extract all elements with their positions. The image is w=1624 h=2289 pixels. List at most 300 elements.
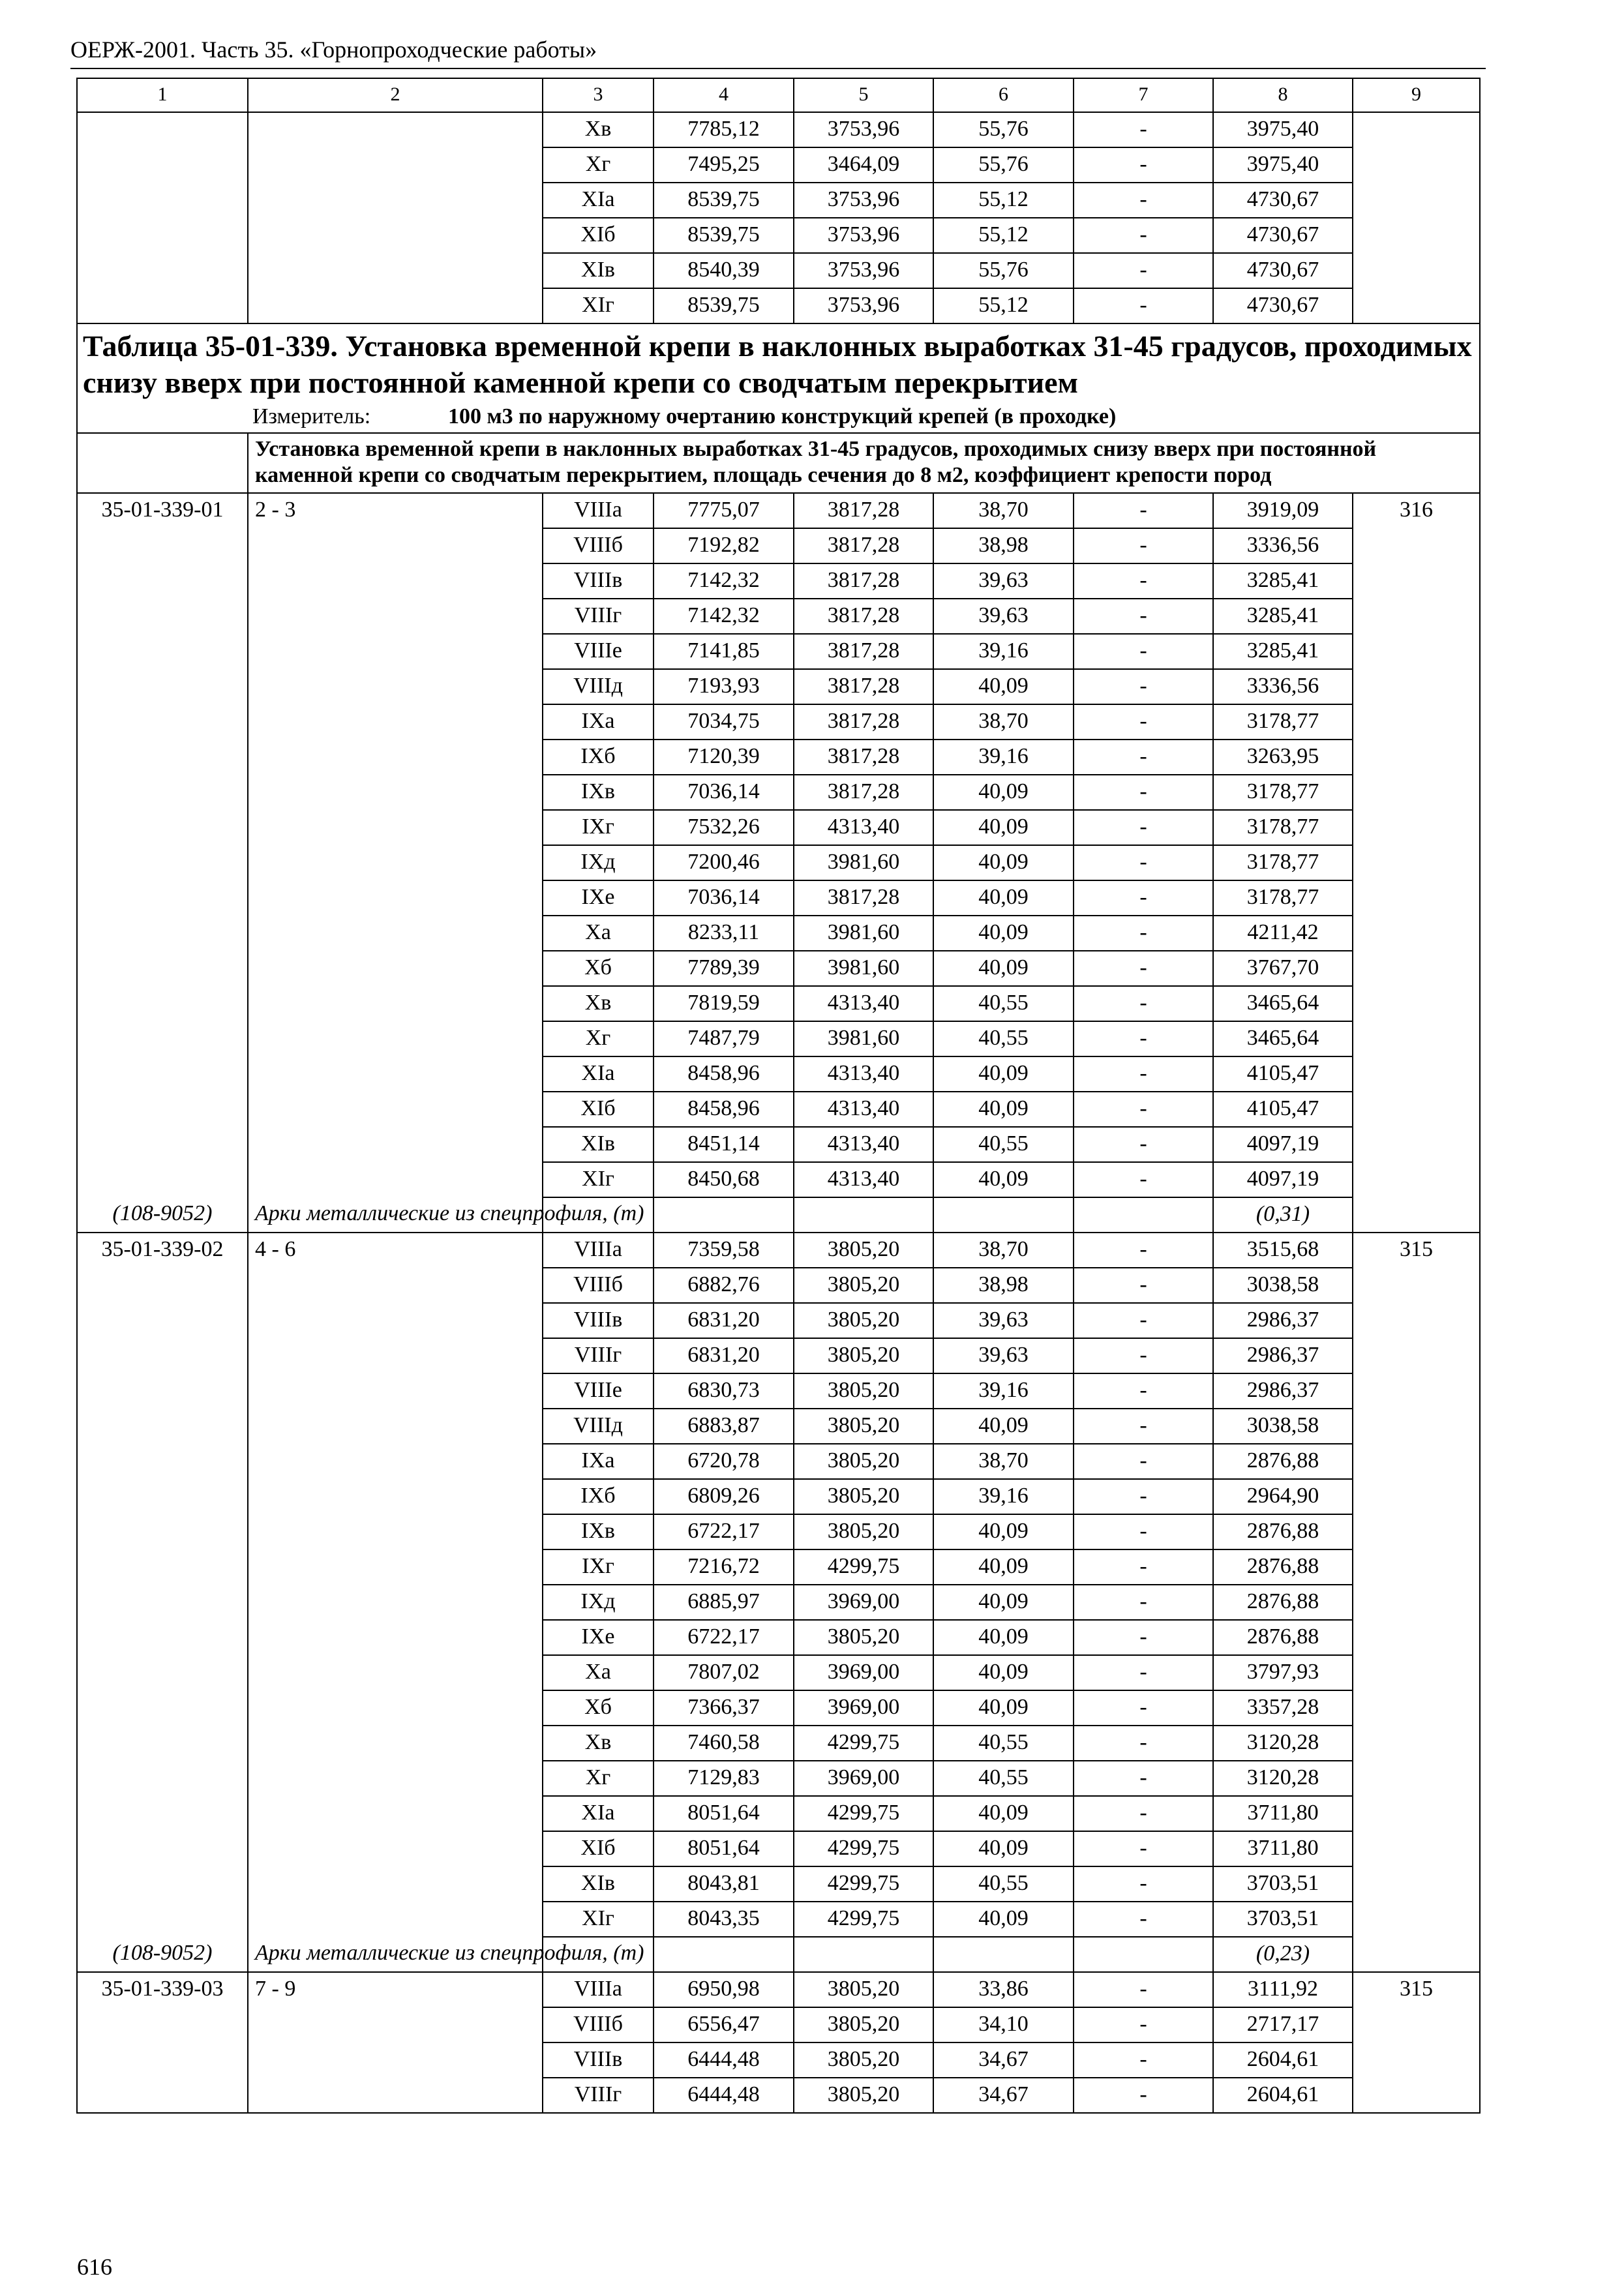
worktype-cell: IXе — [543, 1620, 654, 1655]
code-cell — [77, 1902, 248, 1937]
table-row — [77, 599, 1480, 634]
machines-cell: 55,12 — [933, 288, 1074, 323]
worktype-cell: XIг — [543, 288, 654, 323]
range-cell — [248, 1338, 543, 1373]
total-cost-cell: 6444,48 — [654, 2042, 794, 2078]
drivers-wages-cell: - — [1074, 1162, 1213, 1197]
page-number: 616 — [77, 2254, 112, 2280]
table-row — [77, 775, 1480, 810]
wages-cell: 4299,75 — [794, 1549, 933, 1585]
code-cell — [77, 951, 248, 986]
range-cell — [248, 1655, 543, 1690]
meter-value: 100 м3 по наружному очертанию конструкций крепей (в проходке) — [448, 404, 1117, 428]
wages-cell: 3805,20 — [794, 1268, 933, 1303]
col9-cell — [1353, 986, 1480, 1021]
code-cell — [77, 1831, 248, 1866]
materials-cell: 3178,77 — [1213, 810, 1353, 845]
range-cell — [248, 1373, 543, 1409]
drivers-wages-cell: - — [1074, 1056, 1213, 1092]
col9-cell — [1353, 1866, 1480, 1902]
drivers-wages-cell: - — [1074, 112, 1213, 147]
col9-cell — [1353, 1162, 1480, 1197]
code-cell: 35-01-339-03 — [77, 1972, 248, 2007]
table-row — [77, 669, 1480, 704]
col9-cell — [1353, 775, 1480, 810]
range-cell — [248, 1162, 543, 1197]
range-cell — [248, 1409, 543, 1444]
table-row — [77, 880, 1480, 916]
total-cost-cell: 6722,17 — [654, 1514, 794, 1549]
total-cost-cell: 7460,58 — [654, 1726, 794, 1761]
note-empty-cell — [933, 1937, 1074, 1972]
column-number: 3 — [543, 78, 654, 112]
materials-cell: 3711,80 — [1213, 1831, 1353, 1866]
table-row — [77, 1761, 1480, 1796]
meter-label: Измеритель: — [252, 404, 371, 428]
total-cost-cell: 8450,68 — [654, 1162, 794, 1197]
code-cell — [77, 1373, 248, 1409]
drivers-wages-cell: - — [1074, 1444, 1213, 1479]
table-row — [77, 704, 1480, 740]
machines-cell: 40,09 — [933, 810, 1074, 845]
worktype-cell: Xг — [543, 1021, 654, 1056]
materials-cell: 2604,61 — [1213, 2042, 1353, 2078]
drivers-wages-cell: - — [1074, 775, 1213, 810]
material-name-cell: Арки металлические из спецпрофиля, (т) — [248, 1937, 543, 1972]
materials-cell: 4105,47 — [1213, 1092, 1353, 1127]
col9-cell — [1353, 1479, 1480, 1514]
wages-cell: 3805,20 — [794, 1972, 933, 2007]
materials-cell: 3767,70 — [1213, 951, 1353, 986]
wages-cell: 4299,75 — [794, 1866, 933, 1902]
code-cell — [77, 669, 248, 704]
machines-cell: 38,70 — [933, 1444, 1074, 1479]
machines-cell: 40,09 — [933, 1902, 1074, 1937]
materials-cell: 3285,41 — [1213, 634, 1353, 669]
wages-cell: 3805,20 — [794, 1233, 933, 1268]
total-cost-cell: 7775,07 — [654, 493, 794, 528]
code-cell — [77, 1726, 248, 1761]
range-cell — [248, 1303, 543, 1338]
page-header: ОЕРЖ-2001. Часть 35. «Горнопроходческие работы» — [70, 38, 1486, 69]
range-cell — [248, 1127, 543, 1162]
col9-cell — [1353, 1021, 1480, 1056]
materials-cell: 3975,40 — [1213, 147, 1353, 183]
material-code-cell: (108-9052) — [77, 1197, 248, 1233]
code-cell — [77, 1127, 248, 1162]
range-cell — [248, 1479, 543, 1514]
code-cell — [77, 1162, 248, 1197]
drivers-wages-cell: - — [1074, 1549, 1213, 1585]
col9-cell — [1353, 1514, 1480, 1549]
worktype-cell: IXе — [543, 880, 654, 916]
drivers-wages-cell: - — [1074, 2007, 1213, 2042]
col9-cell — [1353, 1726, 1480, 1761]
range-cell — [248, 951, 543, 986]
total-cost-cell: 8233,11 — [654, 916, 794, 951]
column-number: 5 — [794, 78, 933, 112]
drivers-wages-cell: - — [1074, 1514, 1213, 1549]
worktype-cell: Xв — [543, 986, 654, 1021]
worktype-cell: VIIIа — [543, 1972, 654, 2007]
table-row — [77, 916, 1480, 951]
worktype-cell: VIIIд — [543, 1409, 654, 1444]
materials-cell: 3178,77 — [1213, 880, 1353, 916]
machines-cell: 33,86 — [933, 1972, 1074, 2007]
worktype-cell: XIв — [543, 1127, 654, 1162]
total-cost-cell: 7216,72 — [654, 1549, 794, 1585]
wages-cell: 3981,60 — [794, 916, 933, 951]
description-cell — [248, 433, 1480, 493]
code-cell — [77, 563, 248, 599]
drivers-wages-cell: - — [1074, 1831, 1213, 1866]
range-cell — [248, 1761, 543, 1796]
table-row — [77, 1620, 1480, 1655]
materials-cell: 3465,64 — [1213, 986, 1353, 1021]
worktype-cell: VIIIа — [543, 1233, 654, 1268]
col9-cell — [1353, 1303, 1480, 1338]
column-number: 1 — [77, 78, 248, 112]
table-row — [77, 1338, 1480, 1373]
worktype-cell: VIIIе — [543, 634, 654, 669]
range-cell — [248, 880, 543, 916]
col9-cell — [1353, 2042, 1480, 2078]
table-row — [77, 1444, 1480, 1479]
column-number: 6 — [933, 78, 1074, 112]
materials-cell: 3263,95 — [1213, 740, 1353, 775]
drivers-wages-cell: - — [1074, 288, 1213, 323]
col9-cell — [1353, 1796, 1480, 1831]
drivers-wages-cell: - — [1074, 880, 1213, 916]
materials-cell: 3336,56 — [1213, 669, 1353, 704]
worktype-cell: VIIIа — [543, 493, 654, 528]
note-empty-cell — [794, 1197, 933, 1233]
machines-cell: 34,10 — [933, 2007, 1074, 2042]
range-cell — [248, 2078, 543, 2113]
total-cost-cell: 8051,64 — [654, 1796, 794, 1831]
drivers-wages-cell: - — [1074, 1902, 1213, 1937]
col9-cell — [1353, 1409, 1480, 1444]
section-description: Установка временной крепи в наклонных выработках 31-45 градусов, проходимых снизу вверх при постоянной каменной крепи со сводчатым перекрытием, площадь сечения до 8 м2, коэффициент крепости пород — [255, 437, 1377, 487]
wages-cell: 4313,40 — [794, 1162, 933, 1197]
total-cost-cell: 7359,58 — [654, 1233, 794, 1268]
material-code-cell: (108-9052) — [77, 1937, 248, 1972]
table-row — [77, 1655, 1480, 1690]
table-row — [77, 1373, 1480, 1409]
wages-cell: 4299,75 — [794, 1796, 933, 1831]
wages-cell: 3805,20 — [794, 1620, 933, 1655]
wages-cell: 3817,28 — [794, 493, 933, 528]
machines-cell: 40,09 — [933, 1162, 1074, 1197]
machines-cell: 40,55 — [933, 1726, 1074, 1761]
materials-cell: 2717,17 — [1213, 2007, 1353, 2042]
worktype-cell: VIIIв — [543, 563, 654, 599]
total-cost-cell: 7192,82 — [654, 528, 794, 563]
total-cost-cell: 6720,78 — [654, 1444, 794, 1479]
machines-cell: 38,98 — [933, 1268, 1074, 1303]
code-cell — [77, 2042, 248, 2078]
wages-cell: 3969,00 — [794, 1690, 933, 1726]
total-cost-cell: 6830,73 — [654, 1373, 794, 1409]
drivers-wages-cell: - — [1074, 1303, 1213, 1338]
range-cell — [248, 810, 543, 845]
worktype-cell: Xг — [543, 1761, 654, 1796]
col9-cell: 316 — [1353, 493, 1480, 528]
machines-cell: 39,63 — [933, 599, 1074, 634]
total-cost-cell: 7532,26 — [654, 810, 794, 845]
total-cost-cell: 7487,79 — [654, 1021, 794, 1056]
machines-cell: 40,09 — [933, 1514, 1074, 1549]
wages-cell: 4299,75 — [794, 1902, 933, 1937]
materials-cell: 3919,09 — [1213, 493, 1353, 528]
range-cell — [248, 1268, 543, 1303]
materials-cell: 3703,51 — [1213, 1902, 1353, 1937]
table-row — [77, 1549, 1480, 1585]
worktype-cell: XIг — [543, 1162, 654, 1197]
table-row — [77, 1585, 1480, 1620]
col9-cell: 315 — [1353, 1233, 1480, 1268]
code-cell — [77, 1655, 248, 1690]
materials-cell: 3038,58 — [1213, 1268, 1353, 1303]
wages-cell: 3969,00 — [794, 1655, 933, 1690]
machines-cell: 40,09 — [933, 1620, 1074, 1655]
table-row — [77, 2078, 1480, 2113]
total-cost-cell: 8540,39 — [654, 253, 794, 288]
table-row — [77, 1796, 1480, 1831]
range-cell — [248, 1620, 543, 1655]
meter-line — [82, 404, 1475, 432]
col9-cell — [1353, 1373, 1480, 1409]
table-row — [77, 1902, 1480, 1937]
code-cell — [77, 1303, 248, 1338]
table-row — [77, 986, 1480, 1021]
machines-cell: 38,98 — [933, 528, 1074, 563]
drivers-wages-cell: - — [1074, 1479, 1213, 1514]
materials-cell: 2876,88 — [1213, 1620, 1353, 1655]
col9-cell — [1353, 1127, 1480, 1162]
range-cell — [248, 2042, 543, 2078]
worktype-cell: Xв — [543, 1726, 654, 1761]
col9-cell — [1353, 1056, 1480, 1092]
code-cell — [77, 1338, 248, 1373]
machines-cell: 55,76 — [933, 253, 1074, 288]
drivers-wages-cell: - — [1074, 563, 1213, 599]
col9-cell — [1353, 1338, 1480, 1373]
worktype-cell: Xг — [543, 147, 654, 183]
material-note-row — [77, 1937, 1480, 1972]
materials-cell: 4105,47 — [1213, 1056, 1353, 1092]
material-value-cell: (0,23) — [1213, 1937, 1353, 1972]
note-empty-cell — [794, 1937, 933, 1972]
worktype-cell: IXд — [543, 845, 654, 880]
column-number: 4 — [654, 78, 794, 112]
table-row — [77, 1514, 1480, 1549]
materials-cell: 2604,61 — [1213, 2078, 1353, 2113]
materials-cell: 2986,37 — [1213, 1373, 1353, 1409]
total-cost-cell: 8043,35 — [654, 1902, 794, 1937]
range-cell — [248, 634, 543, 669]
col9-cell — [1353, 669, 1480, 704]
range-cell — [248, 1092, 543, 1127]
col9-cell — [1353, 916, 1480, 951]
range-cell — [248, 1514, 543, 1549]
total-cost-cell: 6885,97 — [654, 1585, 794, 1620]
range-cell — [248, 1726, 543, 1761]
total-cost-cell: 6722,17 — [654, 1620, 794, 1655]
range-cell — [248, 916, 543, 951]
worktype-cell: Xб — [543, 951, 654, 986]
machines-cell: 55,76 — [933, 112, 1074, 147]
materials-cell: 3357,28 — [1213, 1690, 1353, 1726]
total-cost-cell: 6809,26 — [654, 1479, 794, 1514]
range-cell — [248, 986, 543, 1021]
worktype-cell: IXа — [543, 704, 654, 740]
worktype-cell: XIв — [543, 1866, 654, 1902]
drivers-wages-cell: - — [1074, 1338, 1213, 1373]
drivers-wages-cell: - — [1074, 2042, 1213, 2078]
code-cell — [77, 1796, 248, 1831]
drivers-wages-cell: - — [1074, 669, 1213, 704]
total-cost-cell: 7366,37 — [654, 1690, 794, 1726]
materials-cell: 4730,67 — [1213, 253, 1353, 288]
column-number: 9 — [1353, 78, 1480, 112]
table-row — [77, 1866, 1480, 1902]
machines-cell: 39,16 — [933, 740, 1074, 775]
drivers-wages-cell: - — [1074, 1021, 1213, 1056]
machines-cell: 40,09 — [933, 1831, 1074, 1866]
materials-cell: 4211,42 — [1213, 916, 1353, 951]
materials-cell: 4730,67 — [1213, 288, 1353, 323]
col9-cell — [1353, 1268, 1480, 1303]
machines-cell: 40,09 — [933, 1056, 1074, 1092]
code-cell — [77, 1620, 248, 1655]
machines-cell: 34,67 — [933, 2042, 1074, 2078]
drivers-wages-cell: - — [1074, 704, 1213, 740]
wages-cell: 4313,40 — [794, 986, 933, 1021]
drivers-wages-cell: - — [1074, 528, 1213, 563]
col9-cell — [1353, 1831, 1480, 1866]
code-cell — [77, 2078, 248, 2113]
worktype-cell: IXб — [543, 740, 654, 775]
worktype-cell: IXг — [543, 810, 654, 845]
drivers-wages-cell: - — [1074, 1373, 1213, 1409]
worktype-cell: VIIIб — [543, 528, 654, 563]
wages-cell: 3981,60 — [794, 1021, 933, 1056]
total-cost-cell: 8051,64 — [654, 1831, 794, 1866]
drivers-wages-cell: - — [1074, 1972, 1213, 2007]
total-cost-cell: 7142,32 — [654, 599, 794, 634]
total-cost-cell: 8458,96 — [654, 1092, 794, 1127]
machines-cell: 40,55 — [933, 1021, 1074, 1056]
materials-cell: 3515,68 — [1213, 1233, 1353, 1268]
drivers-wages-cell: - — [1074, 1655, 1213, 1690]
total-cost-cell: 7789,39 — [654, 951, 794, 986]
materials-cell: 3120,28 — [1213, 1726, 1353, 1761]
code-cell — [77, 880, 248, 916]
table-row — [77, 1056, 1480, 1092]
worktype-cell: VIIIб — [543, 2007, 654, 2042]
drivers-wages-cell: - — [1074, 951, 1213, 986]
table-row — [77, 1479, 1480, 1514]
total-cost-cell: 7495,25 — [654, 147, 794, 183]
machines-cell: 34,67 — [933, 2078, 1074, 2113]
col9-cell — [1353, 1444, 1480, 1479]
code-cell — [77, 986, 248, 1021]
code-cell — [77, 1866, 248, 1902]
drivers-wages-cell: - — [1074, 1620, 1213, 1655]
materials-cell: 3120,28 — [1213, 1761, 1353, 1796]
table-row — [77, 493, 1480, 528]
wages-cell: 3817,28 — [794, 634, 933, 669]
drivers-wages-cell: - — [1074, 147, 1213, 183]
total-cost-cell: 6831,20 — [654, 1338, 794, 1373]
range-cell — [248, 1902, 543, 1937]
wages-cell: 4313,40 — [794, 810, 933, 845]
table-row — [77, 1409, 1480, 1444]
wages-cell: 3805,20 — [794, 1338, 933, 1373]
drivers-wages-cell: - — [1074, 740, 1213, 775]
code-cell — [77, 775, 248, 810]
worktype-cell: IXа — [543, 1444, 654, 1479]
table-row — [77, 2042, 1480, 2078]
machines-cell: 40,09 — [933, 1092, 1074, 1127]
wages-cell: 3805,20 — [794, 2078, 933, 2113]
materials-cell: 3285,41 — [1213, 563, 1353, 599]
wages-cell: 3981,60 — [794, 951, 933, 986]
worktype-cell: IXв — [543, 1514, 654, 1549]
col9-cell — [1353, 810, 1480, 845]
col9-cell — [1353, 1620, 1480, 1655]
col9-cell — [1353, 634, 1480, 669]
machines-cell: 39,16 — [933, 1479, 1074, 1514]
drivers-wages-cell: - — [1074, 986, 1213, 1021]
materials-cell: 2876,88 — [1213, 1549, 1353, 1585]
wages-cell: 4313,40 — [794, 1127, 933, 1162]
range-cell — [248, 1021, 543, 1056]
range-cell — [248, 704, 543, 740]
wages-cell: 3817,28 — [794, 599, 933, 634]
machines-cell: 55,12 — [933, 218, 1074, 253]
drivers-wages-cell: - — [1074, 493, 1213, 528]
wages-cell: 3805,20 — [794, 1373, 933, 1409]
worktype-cell: IXб — [543, 1479, 654, 1514]
col9-cell — [1353, 1549, 1480, 1585]
range-cell — [248, 1831, 543, 1866]
table-row — [77, 2007, 1480, 2042]
wages-cell: 3969,00 — [794, 1761, 933, 1796]
table-row — [77, 563, 1480, 599]
worktype-cell: IXд — [543, 1585, 654, 1620]
drivers-wages-cell: - — [1074, 1127, 1213, 1162]
table-row — [77, 845, 1480, 880]
drivers-wages-cell: - — [1074, 1796, 1213, 1831]
rates-table — [76, 78, 1481, 2114]
code-cell — [77, 599, 248, 634]
code-cell — [77, 1056, 248, 1092]
machines-cell: 40,09 — [933, 1549, 1074, 1585]
code-cell — [77, 1585, 248, 1620]
code-cell — [77, 1021, 248, 1056]
col9-cell — [1353, 740, 1480, 775]
worktype-cell: VIIIб — [543, 1268, 654, 1303]
materials-cell: 2986,37 — [1213, 1303, 1353, 1338]
wages-cell: 4299,75 — [794, 1726, 933, 1761]
range-cell — [248, 1585, 543, 1620]
column-number: 8 — [1213, 78, 1353, 112]
machines-cell: 40,09 — [933, 880, 1074, 916]
wages-cell: 3805,20 — [794, 2007, 933, 2042]
worktype-cell: XIа — [543, 1056, 654, 1092]
